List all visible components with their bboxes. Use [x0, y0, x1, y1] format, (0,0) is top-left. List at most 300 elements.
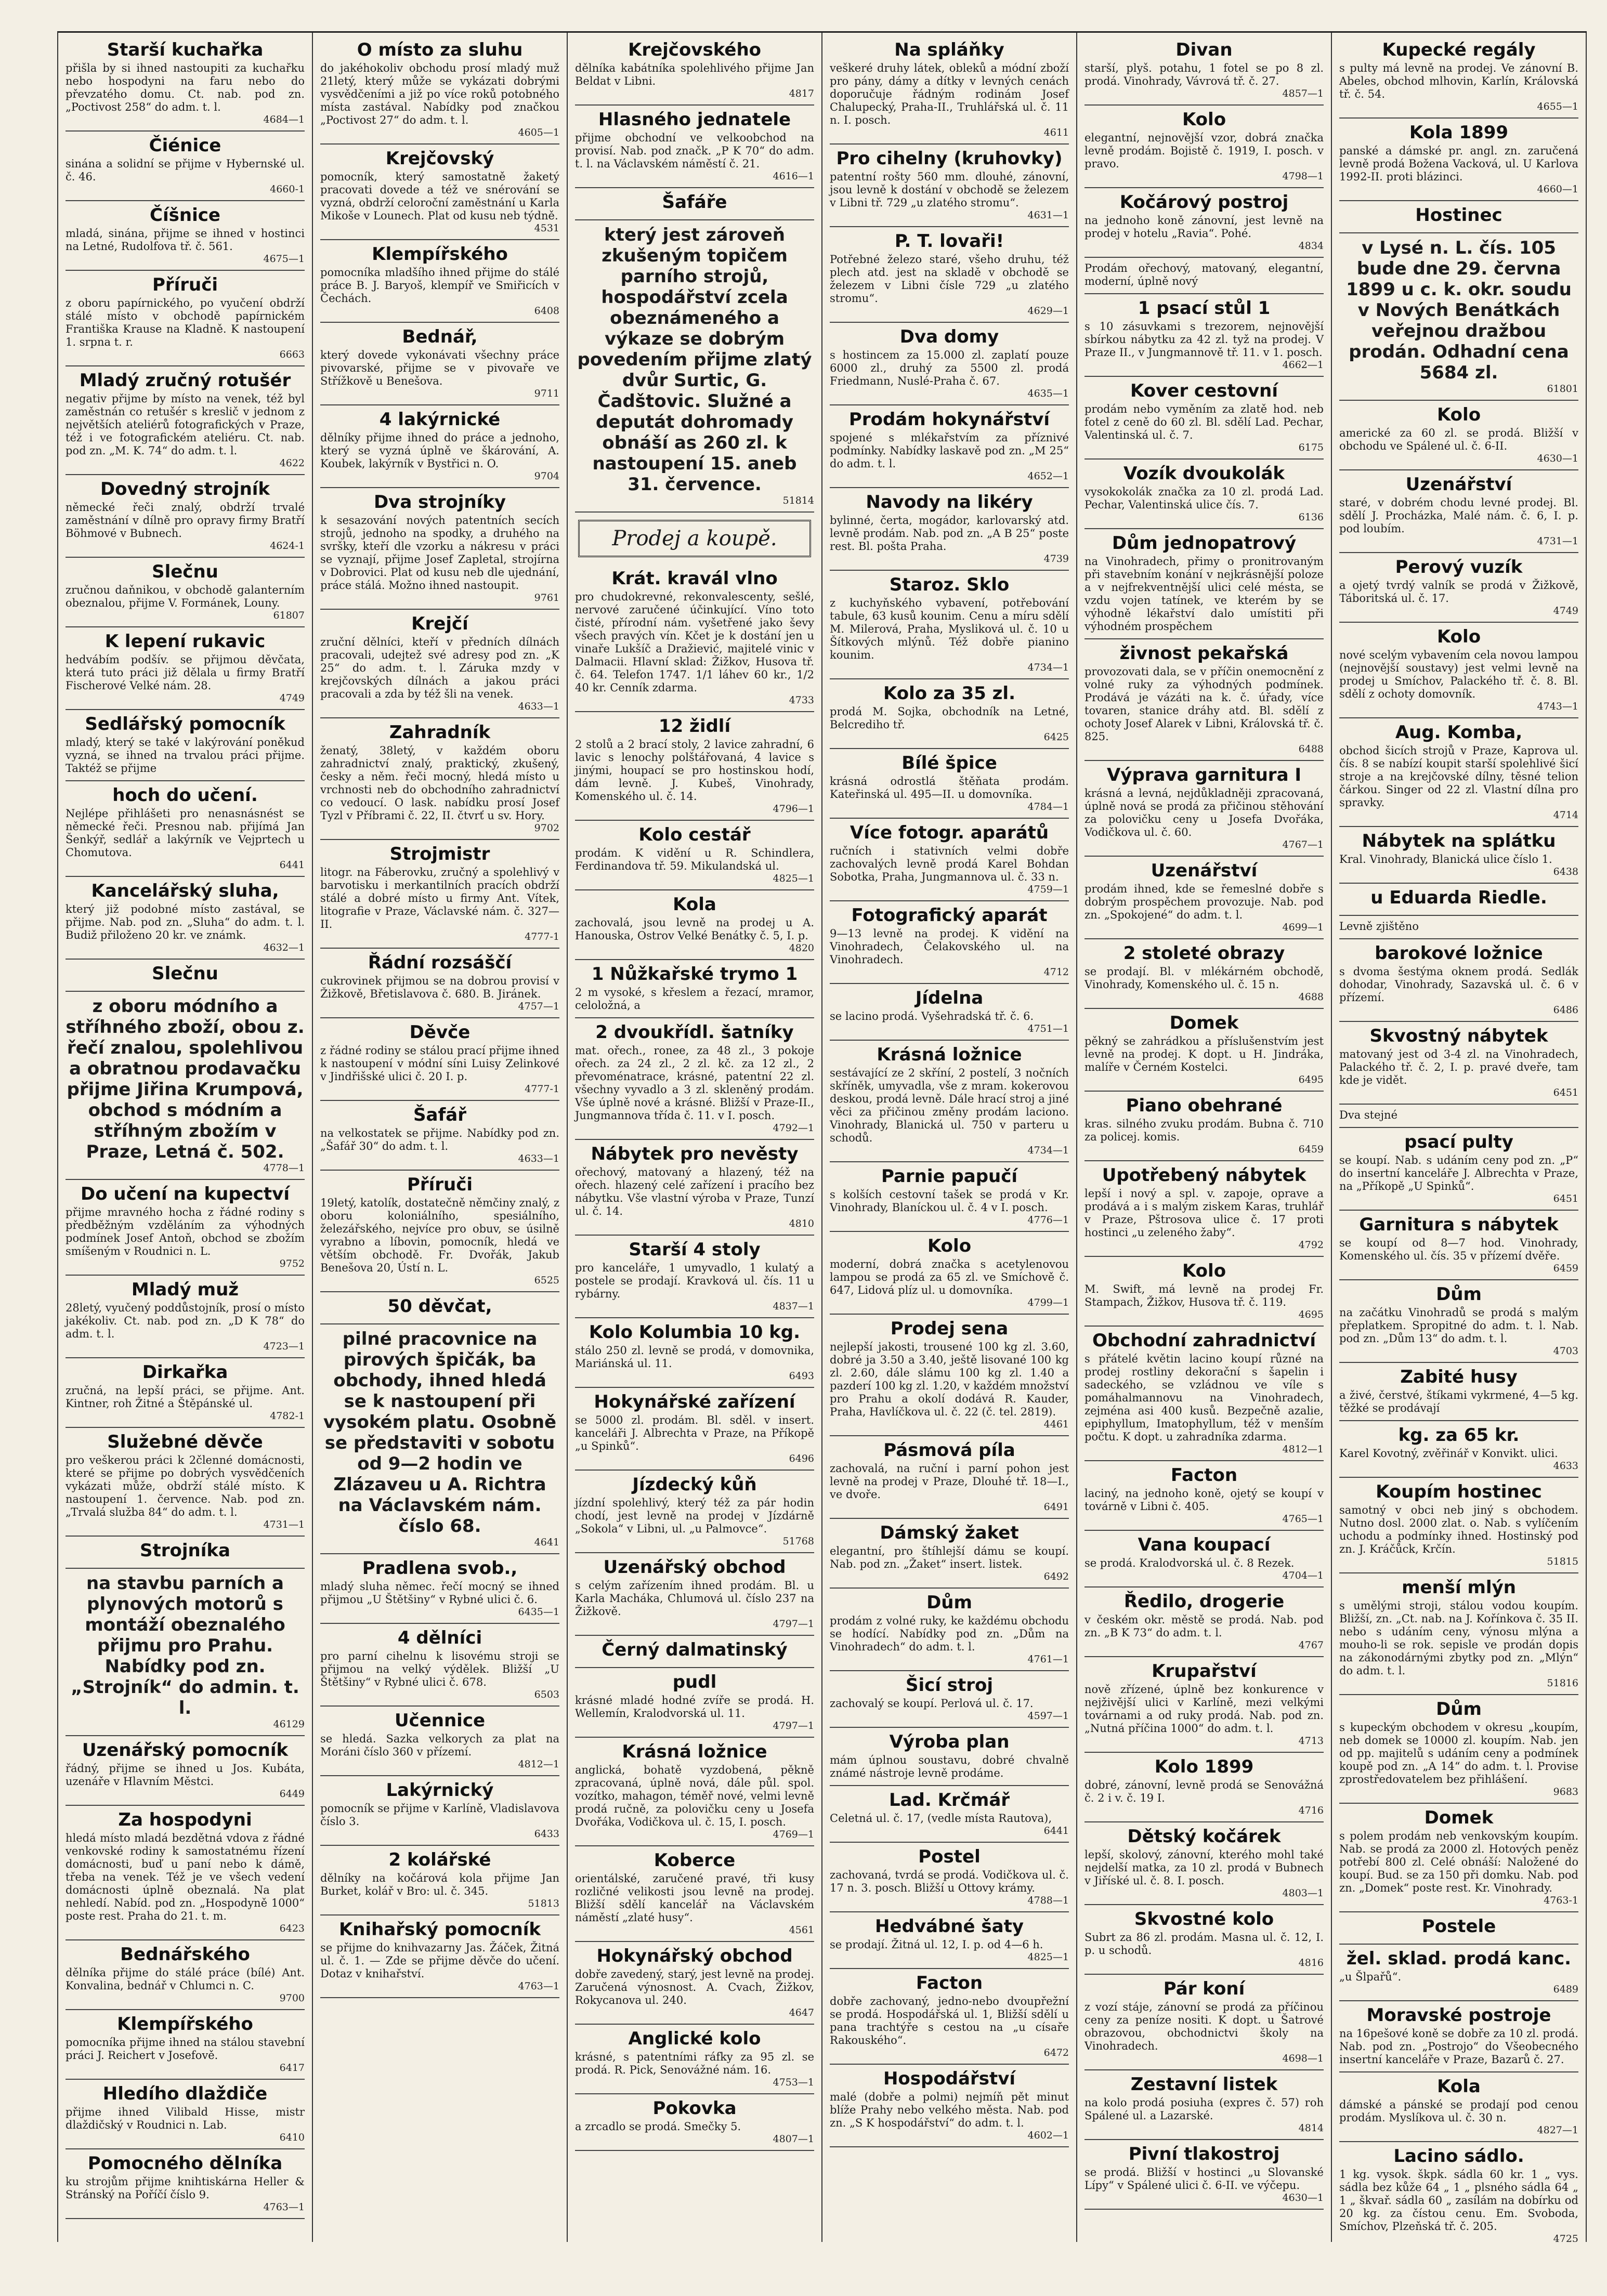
ad-heading: Dům jednopatrový	[1112, 533, 1297, 554]
ad-heading: Kolo Kolumbia 10 kg.	[589, 1322, 801, 1343]
ad-body: mat. ořech., ronee, za 48 zl., 3 pokoje ořech. za 24 zl., 2 zl. kč. za 12 zl., 2 převoménatrace, krásné, patentní 22 zl. všechny vyvadlo a 3 zl. skleněný prodám. Vše úplně nové a krásné. Bližší v Praze-II., Jungmannova třída č. 11. v I. posch.	[575, 1044, 814, 1122]
ad-body: se koupí od 8—7 hod. Vinohrady, Komenského ul. čís. 35 v přízemí dvěře.	[1339, 1237, 1578, 1262]
ad-heading: Lacino sádlo.	[1393, 2146, 1524, 2167]
ad-heading: Kola	[673, 894, 716, 915]
ad-heading: Garnitura s nábytek	[1359, 1214, 1559, 1235]
classified-ad	[320, 840, 559, 949]
ad-body: moderní, dobrá značka s acetylenovou lampou se prodá za 65 zl. ve Smíchově č. 647, Lidová plíz ul. u domovníka.	[830, 1258, 1069, 1296]
ad-body: a zrcadlo se prodá. Smečky 5.	[575, 2120, 741, 2133]
ad-body: provozovati dala, se v příčin onemocnění z volné ruky za výhodných podmínek. Prodává je vázáti na k. č. úřady, více tovaren, stanice dráhy atd. Bl. sdělí z ochoty Josef Alarek v Libni, Královská tř. č. 825.	[1085, 665, 1324, 743]
ad-heading: 4 lakýrnické	[379, 409, 501, 430]
ad-heading: Dům	[1436, 1284, 1482, 1305]
classified-ad	[1339, 1280, 1578, 1363]
ad-body: německé řeči znalý, obdrží trvalé zaměstnání v dílně pro opravy firmy Bratří Böhmové v Bubnech.	[66, 501, 305, 540]
classified-ad	[66, 475, 305, 558]
ad-code: 4769—1	[773, 1829, 814, 1840]
ad-body: přijme obchodní ve velkoobchod na provisí. Nab. pod značk. „P K 70“ do adm. t. l. na Václavském náměstí č. 21.	[575, 132, 814, 170]
ad-body: M. Swift, má levně na prodej Fr. Stampach, Žižkov, Husova tř. č. 119.	[1085, 1283, 1324, 1308]
ad-body: prodám. K vidění u R. Schindlera, Ferdinandova tř. 59. Mikulandská ul.	[575, 847, 814, 872]
ad-code: 6492	[1043, 1571, 1069, 1582]
ad-body: mám úplnou soustavu, dobré chvalně známé nástroje levně prodáme.	[830, 1754, 1069, 1779]
ad-body: vysokokolák značka za 10 zl. prodá Lad. Pechar, Valentinská ulice čís. 7.	[1085, 486, 1324, 511]
ad-body: na kolo prodá posiuha (expres č. 57) roh Spálené ul. a Lazarské.	[1085, 2096, 1324, 2122]
ad-code: 4767	[1298, 1639, 1324, 1651]
ad-body: z oboru papírnického, po vyučení obdrží stálé místo v obchodě papírnickém Františka Krause na Kladně. K nastoupení 1. srpna t. r.	[66, 297, 305, 348]
classified-ad	[830, 901, 1069, 984]
classified-ad	[575, 1846, 814, 1942]
classified-ad	[320, 1292, 559, 1324]
classified-ad	[830, 1519, 1069, 1589]
ad-body: se 5000 zl. prodám. Bl. sděl. v insert. kanceláři J. Albrechta v Praze, na Příkopě „u Spinků“.	[575, 1414, 814, 1452]
ad-heading: Krejčovského	[628, 40, 762, 60]
ad-body: na Vinohradech, přimy o pronitrovaným při stavebním konání v nejkrásnější poloze a v nejfrekventnější ulici celé mésta, se vzdu vojen tatínek, ve kterém by se výhodně lékařství dalo umístiti při výhodném prospěchem	[1085, 555, 1324, 633]
ad-body: pěkný se zahrádkou a příslušenstvím jest levně na prodej. K dopt. u H. Jindráka, malíře v Černém Kostelci.	[1085, 1035, 1324, 1073]
classified-ad	[66, 877, 305, 960]
ad-heading: 2 kolářské	[388, 1849, 491, 1870]
classified-ad	[830, 1786, 1069, 1843]
ad-heading: Kover cestovní	[1130, 381, 1278, 401]
ad-code: 4739	[1043, 553, 1069, 565]
ad-code: 6451	[1553, 1193, 1578, 1204]
ad-body: prodám nebo vyměním za zlatě hod. neb fotel z ceně do 60 zl. Bl. sdělí Lad. Pechar, Valentinská ul. č. 7.	[1085, 403, 1324, 441]
ad-heading: K lepení rukavic	[104, 631, 266, 652]
ad-code: 4675—1	[263, 253, 305, 265]
ad-heading: Hostinec	[1415, 205, 1503, 226]
ad-code: 6459	[1553, 1263, 1578, 1274]
ad-code: 6495	[1298, 1074, 1324, 1085]
classified-ad	[1085, 1327, 1324, 1461]
ad-heading: Zestavní listek	[1130, 2074, 1278, 2095]
classified-ad	[830, 1315, 1069, 1436]
ad-heading: Mladý muž	[131, 1279, 239, 1300]
ad-heading: Kolo za 35 zl.	[883, 683, 1016, 704]
ad-body: na 16pešové koně se dobře za 10 zl. prodá. Nab. pod zn. „Postrojo“ do Všeobecného insertní kanceláře v Praze, Bazarů č. 27.	[1339, 2027, 1578, 2066]
ad-code: 6410	[279, 2132, 305, 2143]
ad-heading: Dětský kočárek	[1127, 1826, 1281, 1847]
ad-body: americké za 60 zl. se prodá. Bližší v obchodu ve Spálené ul. č. 6-II.	[1339, 427, 1578, 452]
classified-ad	[1339, 119, 1578, 201]
classified-ad	[66, 36, 305, 132]
ad-code: 6438	[1553, 866, 1578, 877]
ad-body: ořechový, matovaný a hlazený, též na ořech. hlazený celé zařízení i pracího bez nábytku. Vše vlastní výroba v Praze, Tunzí ul. č. 14.	[575, 1166, 814, 1217]
classified-ad	[575, 1318, 814, 1388]
ad-heading: Piano obehrané	[1126, 1095, 1283, 1116]
ad-code: 4798—1	[1282, 170, 1324, 182]
ad-heading: Kolo cestář	[638, 824, 751, 845]
ad-body: s kolších cestovní tašek se prodá v Kr. Vinohrady, Blaníckou ul. č. 4 v I. posch.	[830, 1188, 1069, 1214]
ad-body: a ojetý tvrdý valník se prodá v Žižkově, Táboritská ul. č. 17.	[1339, 579, 1578, 605]
ad-body: krásné, s patentními ráfky za 95 zl. se prodá. R. Pick, Senovážné nám. 16.	[575, 2051, 814, 2076]
classified-ad	[66, 2010, 305, 2080]
ad-heading: Skvostný nábytek	[1369, 1026, 1548, 1046]
ad-heading: 50 děvčat,	[387, 1296, 492, 1317]
ad-body: prodám ihned, kde se řemeslné dobře s dobrým prospěchem provozuje. Nab. pod zn. „Spokojené“ do adm. t. l.	[1085, 883, 1324, 921]
ad-code: 4825—1	[773, 873, 814, 884]
ad-body: prodá M. Sojka, obchodník na Letné, Belcrediho tř.	[830, 705, 1069, 731]
ad-body: samotný v obci neb jiný s obchodem. Nutno dosl. 2000 zlat. o. Nab. s vylíčením uchodu a podmínky ihned. Hostinský pod zn. J. Kráčůck, Krčín.	[1339, 1504, 1578, 1555]
ad-heading: Sedlářský pomocník	[85, 714, 285, 734]
ad-code: 4767—1	[1282, 839, 1324, 850]
ad-display-text: v Lysé n. L. čís. 105 bude dne 29. června 1899 u c. k. okr. soudu v Nových Benátkách veřejnou dražbou prodán. Odhadní cena 5684 zl.	[1346, 238, 1572, 383]
ad-heading: Pro cihelny (kruhovky)	[836, 148, 1063, 169]
ad-heading: Kola	[1437, 2076, 1481, 2097]
ad-code: 4688	[1298, 991, 1324, 1003]
classified-ad	[66, 710, 305, 781]
ad-body: do jakéhokoliv obchodu prosí mladý muž 21letý, který může se vykázati dobrými vysvědčeními a již po více roků potobného místa zastával. Nabídky pod značkou „Poctivost 27“ do adm. t. l.	[320, 62, 559, 126]
newspaper-page	[57, 31, 1587, 2242]
classified-ad	[66, 558, 305, 627]
ad-body: pro parní cihelnu k lisovému stroji se přijmou na velký výdělek. Bližší „U Štětšiny“ v Rybné ulici č. 678.	[320, 1650, 559, 1688]
ad-body: se prodají. Bl. v mlékárném obchodě, Vinohrady, Komenského ul. č. 15 n.	[1085, 965, 1324, 991]
ad-heading: Facton	[1170, 1465, 1238, 1486]
ad-heading: Kolo 1899	[1154, 1756, 1254, 1777]
ad-heading: Pomocného dělníka	[87, 2153, 283, 2174]
ad-heading: Bednářského	[120, 1944, 250, 1965]
ad-body: stálo 250 zl. levně se prodá, v domovnika, Mariánská ul. 11.	[575, 1344, 814, 1370]
classified-ad	[1085, 1092, 1324, 1161]
classified-ad	[1085, 939, 1324, 1009]
ad-body: kras. silného zvuku prodám. Bubna č. 710 za policej. komis.	[1085, 1118, 1324, 1143]
classified-ad	[575, 890, 814, 960]
ad-heading: Šafáře	[662, 192, 727, 213]
ad-heading: Děvče	[409, 1022, 471, 1043]
ad-heading: Vana koupací	[1138, 1534, 1271, 1555]
ad-code: 4652—1	[1027, 470, 1069, 482]
ad-code: 4797—1	[773, 1618, 814, 1630]
ad-code: 4757—1	[518, 1001, 559, 1012]
ad-code: 9704	[534, 470, 559, 482]
ad-body: z kuchyňského vybavení, potřebování tabule, 63 kusů kounim. Cenu a míru sdělí M. Milerová, Praha, Mysliková ul. č. 10 u Šítkových mlýnů. Též dobře pianino kounim.	[830, 597, 1069, 661]
classified-ad	[66, 2149, 305, 2219]
ad-body: s celým zařízením ihned prodám. Bl. u Karla Macháka, Chlumová ul. číslo 237 na Žižkově.	[575, 1579, 814, 1618]
ad-heading: Uzenářský pomocník	[82, 1740, 289, 1761]
ad-heading: Postele	[1421, 1916, 1496, 1937]
ad-code: 6489	[1553, 1984, 1578, 1995]
classified-ad	[830, 1162, 1069, 1232]
ad-heading: Klempířského	[117, 2014, 253, 2035]
ad-body: 9—13 levně na prodej. K vidění na Vinohradech, Čelakovského ul. na Vinohradech.	[830, 927, 1069, 966]
ad-body: se lacino prodá. Vyšehradská tř. č. 6.	[830, 1010, 1034, 1022]
classified-ad	[830, 1728, 1069, 1786]
ad-heading: Upotřebený nábytek	[1102, 1165, 1306, 1186]
classified-ad	[575, 106, 814, 188]
ad-body: staré, v dobrém chodu levné prodej. Bl. sdělí J. Procházka, Malé nám. č. 6, I. p. pod loubím.	[1339, 496, 1578, 535]
ad-heading: pudl	[672, 1672, 717, 1693]
classified-ad	[1339, 201, 1578, 233]
ad-code: 46129	[273, 1718, 305, 1730]
ad-code: 4631—1	[1027, 209, 1069, 221]
classified-ad	[1339, 401, 1578, 470]
ad-code: 6425	[1043, 731, 1069, 743]
ad-code: 51768	[782, 1536, 814, 1547]
classified-ad	[575, 220, 814, 513]
ad-heading: Pivní tlakostroj	[1128, 2144, 1280, 2164]
ad-heading: Krásná ložnice	[877, 1044, 1022, 1065]
ad-body: 19letý, katolík, dostatečně němčiny znalý, z oboru koloniálního, spesiálního, železářského, nejvíce pro obuv, se úsilně vyrabno a líbovin, pomocník, hledá ve větším obchodě. Fr. Dvořák, Jakub Benešova 20, Ústí n. L.	[320, 1197, 559, 1274]
ad-body: dělníky přijme ihned do práce a jednoho, který se vyzná úplně ve škárování, A. Koubek, lakýrník v Bystřici n. O.	[320, 431, 559, 470]
classified-ad	[1339, 2001, 1578, 2072]
ad-heading: Mladý zručný rotušér	[79, 370, 291, 391]
ad-heading: hoch do učení.	[112, 785, 258, 806]
ad-heading: 12 židlí	[658, 716, 731, 737]
ad-heading: Koupím hostinec	[1376, 1481, 1542, 1502]
ad-body: zachovalá, jsou levně na prodej u A. Hanouska, Ostrov Velké Benátky č. 5, I. p.	[575, 916, 814, 942]
ad-code: 4763—1	[518, 1980, 559, 1992]
ad-code: 4723—1	[263, 1341, 305, 1352]
ad-code: 4825—1	[1027, 1951, 1069, 1963]
ad-heading: Do učení na kupectví	[81, 1184, 290, 1204]
ad-body: ručních i stativních velmi dobře zachovalých levně prodá Karel Bohdan Sobotka, Praha, Jungmannova ul. č. 33 n.	[830, 845, 1069, 883]
classified-ad	[66, 1358, 305, 1428]
classified-ad	[830, 405, 1069, 488]
ad-body: na velkostatek se přijme. Nabídky pod zn. „Šafář 30“ do adm. t. l.	[320, 1127, 559, 1152]
ad-heading: Kupecké regály	[1382, 40, 1536, 60]
classified-ad	[1339, 623, 1578, 718]
ad-code: 6486	[1553, 1004, 1578, 1016]
ad-code: 6491	[1043, 1501, 1069, 1513]
ad-heading: Parnie papučí	[881, 1166, 1018, 1187]
classified-ad	[830, 488, 1069, 571]
classified-ad	[66, 1537, 305, 1569]
ad-heading: Starší 4 stoly	[629, 1239, 761, 1260]
ad-body: mladá, sinána, přijme se ihned v hostinci na Letné, Rudolfova tř. č. 561.	[66, 227, 305, 253]
ad-heading: Uzenářský obchod	[603, 1557, 786, 1578]
ad-body: jízdní spolehlivý, který též za pár hodin chodí, jest levně na prodej v Jízdárně „Sokola“ v Libni, ul. „u Palmovce“.	[575, 1497, 814, 1535]
ad-heading: Prodám hokynářství	[848, 409, 1050, 430]
classified-ad	[1085, 258, 1324, 294]
ad-body: Levně zjištěno	[1339, 920, 1419, 933]
classified-ad	[1339, 1695, 1578, 1804]
ad-heading: Zabité husy	[1400, 1367, 1518, 1387]
ad-heading: Hokynářské zařízení	[594, 1392, 795, 1412]
ad-code: 4704—1	[1282, 1570, 1324, 1581]
ad-heading: Prodej sena	[890, 1318, 1009, 1339]
ad-heading: Kancelářský sluha,	[91, 881, 279, 901]
ad-heading: Vozík dvoukolák	[1123, 463, 1285, 484]
ad-code: 6417	[279, 2062, 305, 2074]
ad-heading: Kolo	[1436, 404, 1481, 425]
classified-ad	[66, 2080, 305, 2149]
classified-ad	[1085, 1009, 1324, 1092]
ad-code: 4713	[1298, 1735, 1324, 1747]
ad-heading: Na spláňky	[894, 40, 1004, 60]
ad-code: 51816	[1547, 1677, 1578, 1689]
ad-body: přijme mravného hocha z řádné rodiny s předběžným vzděláním za výhodných podmínek Josef Antoň, obchod se zbožím smíšeným v Roudnici n. L.	[66, 1206, 305, 1257]
ad-body: Prodám ořechový, matovaný, elegantní, moderní, úplně nový	[1085, 262, 1324, 287]
ad-body: nejlepší jakosti, trousené 100 kg zl. 3.60, dobré ja 3.50 a 3.40, ještě lisované 100 kg zl. 2.60, dále slámu 100 kg zl. 1.40 a pazderí 100 kg zl. 1.20, v každém množství pro Prahu a okolí dodává R. Kauder, Praha, Havlíčkova ul. č. 22 (č. tel. 2819).	[830, 1341, 1069, 1418]
ad-body: mladý sluha němec. řečí mocný se ihned přijmou „U Štětšiny“ v Rybné ulici č. 6.	[320, 1580, 559, 1606]
ad-heading: Uzenářství	[1405, 474, 1512, 495]
ad-code: 4698—1	[1282, 2053, 1324, 2064]
ad-heading: Moravské postroje	[1366, 2005, 1551, 2026]
ad-body: Potřebné železo staré, všeho druhu, též plech atd. jest na skladě v obchodě se železem v Libni čísle 729 „u zlatého stromu“.	[830, 253, 1069, 305]
classified-ad	[1085, 1161, 1324, 1257]
ad-heading: Koberce	[654, 1850, 736, 1871]
classified-ad	[575, 36, 814, 106]
classified-ad	[66, 1428, 305, 1537]
ad-body: dámské a pánské se prodají pod cenou prodám. Myslíkova ul. č. 30 n.	[1339, 2098, 1578, 2124]
column-2	[313, 33, 568, 2242]
ad-code: 4616—1	[773, 170, 814, 182]
classified-ad	[830, 145, 1069, 227]
classified-ad	[1339, 916, 1578, 939]
ad-heading: Kolo	[927, 1236, 972, 1256]
ad-body: „u Šlpařů“.	[1339, 1971, 1402, 1983]
ad-body: Kral. Vinohrady, Blanická ulice číslo 1.	[1339, 853, 1552, 865]
ad-code: 4743—1	[1537, 701, 1578, 712]
classified-ad	[1339, 36, 1578, 119]
ad-heading: Řádní rozsáščí	[368, 952, 512, 973]
ad-heading: Více fotogr. aparátů	[850, 822, 1049, 843]
ad-code: 6663	[279, 349, 305, 360]
ad-heading: Šafář	[413, 1105, 466, 1125]
ad-code: 4810	[789, 1218, 814, 1229]
ad-heading: Slečnu	[152, 561, 218, 582]
ad-body: který již podobné místo zastával, se přijme. Nab. pod zn. „Sluha“ do adm. t. l. Budiž přiloženo 20 kr. ve známk.	[66, 903, 305, 941]
classified-ad	[1339, 939, 1578, 1022]
ad-body: s přátelé květin lacino koupí různé na prodej rostliny dekorační s šapelin i sadeckého, se vzládnou ve víle s pomáhalmannovu na Vinohradech, zejména asi 400 kusů. Bezpečně azalie, epiphyllum, Imatophyllum, též v menším počtu. K dopt. u zahradníka zdarma.	[1085, 1353, 1324, 1443]
ad-display-text: pilné pracovnice na pirových špičák, ba obchody, ihned hledá se k nastoupení při vysokém platu. Osobně se představiti v sobotu od 9—2 hodin ve Zlázaveu u A. Richtra na Václavském nám. číslo 68.	[323, 1329, 557, 1537]
classified-ad	[1339, 1363, 1578, 1421]
classified-ad	[1085, 639, 1324, 761]
classified-ad	[320, 488, 559, 610]
ad-body: pomocníka mladšího ihned přijme do stálé práce B. J. Baryoš, klempíř ve Smiřicích v Čechách.	[320, 266, 559, 305]
ad-heading: Ředilo, drogerie	[1123, 1591, 1285, 1612]
ad-heading: Krásná ložnice	[622, 1741, 767, 1762]
ad-body: zručná, na lepší práci, se přijme. Ant. Kintner, roh Žitné a Štěpánské ul.	[66, 1384, 305, 1410]
ad-body: sinána a solidní se přijme v Hybernské ul. č. 46.	[66, 158, 305, 183]
ad-body: Celetná ul. č. 17, (vedle místa Rautova),	[830, 1812, 1052, 1825]
ad-code: 4803—1	[1282, 1887, 1324, 1899]
ad-body: panské a dámské pr. angl. zn. zaručená levně prodá Božena Vacková, ul. U Karlova 1992-II. proti blázinci.	[1339, 145, 1578, 183]
ad-heading: Šicí stroj	[905, 1675, 994, 1696]
ad-code: 4622	[279, 457, 305, 469]
ad-code: 4630—1	[1537, 453, 1578, 464]
ad-code: 4630—1	[1282, 2192, 1324, 2203]
ad-body: anglická, bohatě vyzdobená, pěkně zpracovaná, úplně nová, dále půl. spol. vozítko, mahagon, téměř nové, velmi levně prodá ručně, za polovičku ceny u Josefa Dvořáka, Vodičkova ul. č. 15, I. posch.	[575, 1764, 814, 1828]
ad-body: nové scelým vybavením cela novou lampou (nejnovější soustavy) jest velmi levně na prodej u Smíchov, Palackého tř. č. 8. Bl. sdělí z ochoty domovník.	[1339, 649, 1578, 700]
ad-code: 6496	[789, 1453, 814, 1464]
ad-code: 4662—1	[1282, 359, 1324, 371]
ad-code: 4605—1	[518, 127, 559, 138]
ad-code: 4633—1	[518, 701, 559, 712]
ad-heading: Strojmistr	[389, 844, 490, 864]
ad-heading: Krupařství	[1152, 1661, 1257, 1682]
ad-body: pro veškerou práci k 2členné domácnosti, které se přijme po dobrých vysvědčeních vykázati může, obdrží stálé místo. K nastoupení 1. července. Nab. pod zn. „Trvalá služba 84“ do adm. t. l.	[66, 1454, 305, 1518]
ad-code: 9711	[534, 388, 559, 399]
classified-ad	[1085, 2070, 1324, 2140]
ad-display-text: který jest zároveň zkušeným topičem parního strojů, hospodářství zcela obeznámeného a výkaze se dobrým povedením přijme zlatý dvůr Surtic, G. Čadštovic. Služné a deputát dohromady obnáší as 260 zl. k nastoupení 15. aneb 31. července.	[577, 225, 812, 495]
ad-body: dobré, zánovní, levně prodá se Senovážná č. 2 i v. č. 19 I.	[1085, 1779, 1324, 1804]
ad-body: matovaný jest od 3-4 zl. na Vinohradech, Palackého tř. č. 2, I. p. pravé dveře, tam kde je vidět.	[1339, 1048, 1578, 1086]
classified-ad	[320, 1101, 559, 1171]
ad-heading: Bílé špice	[902, 753, 997, 773]
ad-code: 4778—1	[263, 1162, 305, 1174]
ad-heading: kg. za 65 kr.	[1398, 1425, 1520, 1446]
ad-code: 4731—1	[1537, 535, 1578, 547]
classified-ad	[1339, 718, 1578, 827]
ad-body: na jednoho koně zánovní, jest levně na prodej v hotelu „Ravia“. Pohé.	[1085, 214, 1324, 240]
classified-ad	[1339, 884, 1578, 916]
ad-heading: Hokynářský obchod	[596, 1946, 793, 1966]
ad-body: zruční dělníci, kteří v předních dílnách pracovali, udejtež své adresy pod zn. „K 25“ do adm. t. l. Záruka mzdy v krejčovských dílnách a jakou práci pracovali a zda by též šli na venek.	[320, 636, 559, 700]
ad-body: se hledá. Sazka velkorych za plat na Moráni číslo 360 v přízemí.	[320, 1733, 559, 1758]
classified-ad	[830, 984, 1069, 1041]
classified-ad	[575, 1236, 814, 1318]
classified-ad	[1085, 1905, 1324, 1975]
ad-code: 4788—1	[1027, 1895, 1069, 1906]
classified-ad	[575, 960, 814, 1018]
ad-heading: Dámský žaket	[880, 1523, 1019, 1543]
classified-ad	[830, 749, 1069, 819]
ad-heading: Číšnice	[150, 205, 220, 226]
classified-ad	[575, 1668, 814, 1738]
ad-code: 4763—1	[263, 2201, 305, 2213]
ad-body: lepší i nový a spl. v. zapoje, oprave a prodává a i s malým ziskem Karas, truhlář v Praze, Pštrosova ulice č. 17 proti hostinci „u zeleného žaby“.	[1085, 1187, 1324, 1239]
ad-body: z vozí stáje, zánovní se prodá za příčinou ceny za peníze nositi. K dopt. u Šatrové obrazovou, obchodnictvi školy na Vinohradech.	[1085, 2001, 1324, 2052]
classified-ad	[1085, 1531, 1324, 1587]
classified-ad	[66, 960, 305, 992]
ad-body: s polem prodám neb venkovským koupím. Nab. se prodá za 2000 zl. Hotových peněz potřebí 800 zl. Celé obnáší: Naložené do koupí. Bud. se za 150 při domku. Nab. pod zn. „Domek“ poste rest. Kr. Vinohrady.	[1339, 1830, 1578, 1894]
classified-ad	[575, 1636, 814, 1668]
ad-code: 51813	[528, 1898, 559, 1909]
ad-heading: Dovedný strojník	[100, 479, 270, 500]
ad-code: 61807	[273, 610, 305, 621]
ad-heading: Nábytek pro nevěsty	[591, 1144, 799, 1164]
ad-code: 6503	[534, 1689, 559, 1700]
ad-heading: Dům	[926, 1592, 972, 1613]
classified-ad	[1085, 1657, 1324, 1753]
classified-ad	[66, 132, 305, 201]
ad-code: 4751—1	[1027, 1023, 1069, 1034]
ad-body: Karel Kovotný, zvěřinář v Konvikt. ulici.	[1339, 1447, 1558, 1460]
ad-code: 4647	[789, 2007, 814, 2018]
ad-code: 4602—1	[1027, 2130, 1069, 2141]
ad-code: 4784—1	[1027, 801, 1069, 812]
ad-heading: Kolo	[1436, 626, 1481, 647]
classified-ad	[830, 1232, 1069, 1315]
ad-code: 4655—1	[1537, 101, 1578, 112]
ad-body: starší, plyš. potahu, 1 fotel se po 8 zl. prodá. Vinohrady, Vávrová tř. č. 27.	[1085, 62, 1324, 87]
ad-code: 6488	[1298, 743, 1324, 755]
ad-body: dobře zavedený, starý, jest levně na prodej. Zaručená výnosnost. A. Cvach, Žižkov, Rokycanova ul. 240.	[575, 1968, 814, 2006]
ad-code: 61801	[1547, 383, 1578, 395]
classified-ad	[1085, 106, 1324, 188]
ad-heading: Lad. Krčmář	[889, 1790, 1010, 1810]
classified-ad	[830, 1671, 1069, 1728]
ad-code: 4776—1	[1027, 1214, 1069, 1226]
classified-ad	[1339, 470, 1578, 553]
classified-ad	[320, 1915, 559, 1998]
classified-ad	[1085, 36, 1324, 106]
ad-body: cukrovinek přijmou se na dobrou provisí v Žižkově, Břetislavova č. 680. B. Jiránek.	[320, 975, 559, 1000]
classified-ad	[830, 227, 1069, 323]
classified-ad	[320, 718, 559, 840]
ad-code: 6175	[1298, 442, 1324, 453]
ad-code: 4792—1	[773, 1122, 814, 1134]
classified-ad	[320, 1846, 559, 1915]
ad-code: 4782-1	[270, 1410, 305, 1422]
ad-heading: Bednář,	[402, 326, 478, 347]
ad-code: 4633	[1553, 1460, 1578, 1472]
classified-ad	[830, 679, 1069, 749]
ad-body: pro kanceláře, 1 umyvadlo, 1 kulatý a postele se prodají. Kravková ul. čís. 11 u rybárny.	[575, 1262, 814, 1300]
ad-code: 4820	[789, 942, 814, 954]
classified-ad	[830, 1843, 1069, 1912]
classified-ad	[66, 271, 305, 366]
ad-code: 6493	[789, 1370, 814, 1382]
ad-heading: Nábytek na splátku	[1362, 831, 1556, 851]
